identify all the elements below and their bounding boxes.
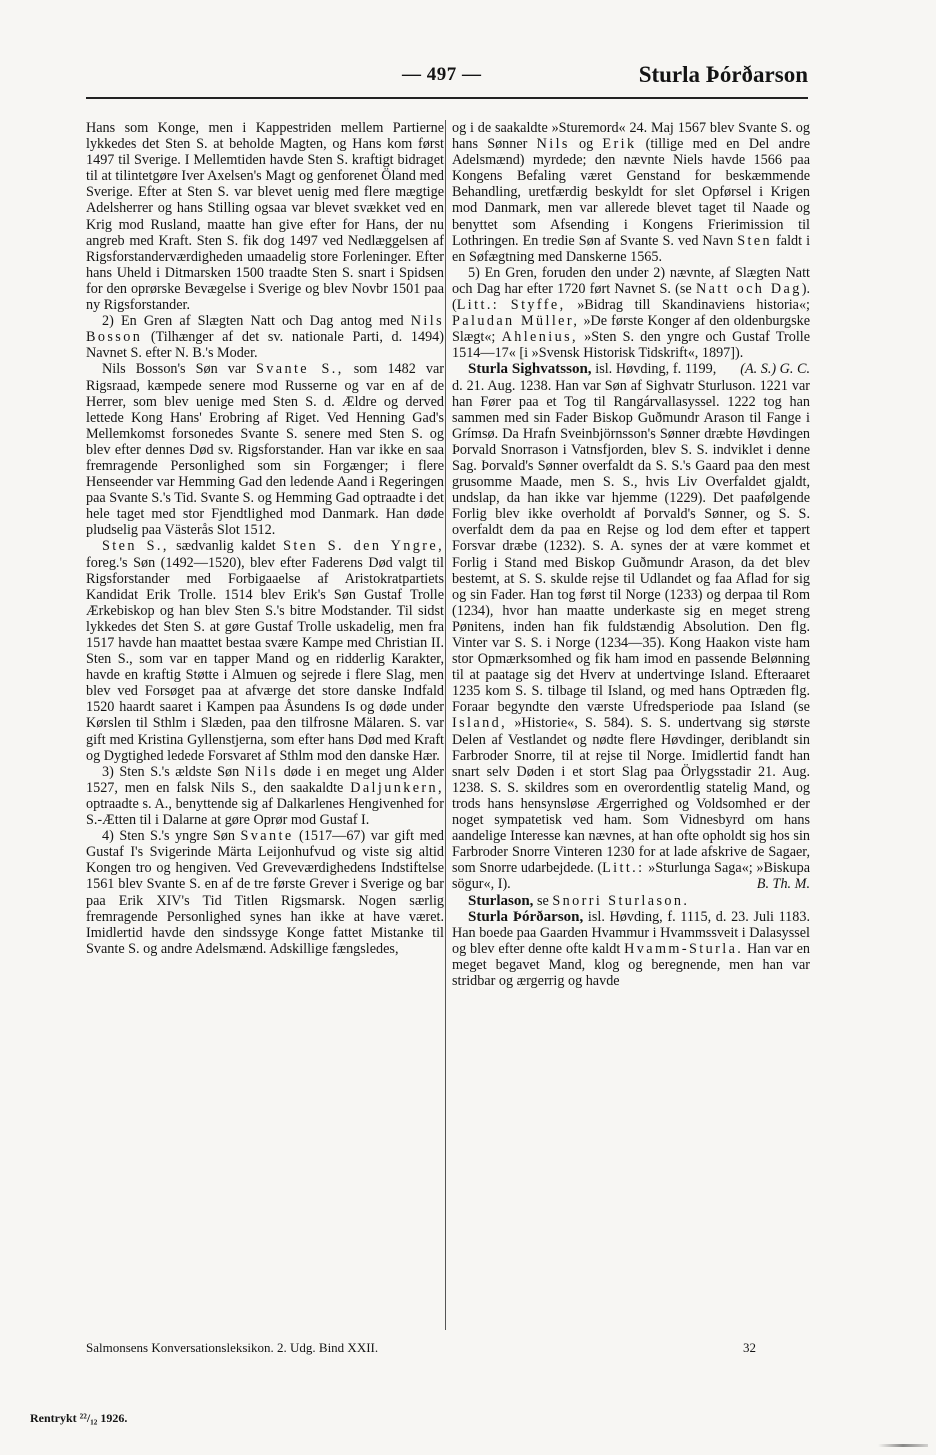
paragraph: 2) En Gren af Slægten Natt och Dag antog med Nils Bosson (Tilhænger af det sv. nationale Parti, d. 1494) Navnet S. efter N. B.'s Moder. [86,313,445,362]
entry-sturlason: Sturlason, se Snorri Sturlason. [468,892,690,909]
headword: Sturla Þórðarson, [468,908,584,925]
paragraph: Hans som Konge, men i Kappestriden mellem Partierne lykkedes det Sten S. at beholde Magten, og Hans kom først 1497 til Sverige. I Mellemtiden havde Sten S. kraftigt bidraget til at tilintetgøre Iver Axelsen's Magt og genforenet Öland med Sverige. Efter at Sten S. var blevet uenig med flere mægtige Adelsherrer og hans Stilling ogsaa var blevet svækket ved en Krig mod Rusland, maatte han give efter for Hans, der nu angreb med Kraft. Sten S. fik dog 1497 ved Nedlæggelsen af Rigsforstanderværdigheden umaadelig store Forleninger. Efter hans Uheld i Ditmarsken 1500 traadte Sten S. snart i Spidsen for den oprørske Bevægelse i Sverige og blev Novbr 1501 paa ny Rigsforstander. [86,120,444,314]
column-divider [445,120,446,1330]
entry-sturla-sighvatsson: Sturla Sighvatsson, isl. Høvding, f. 1199, d. 21. Aug. 1238. Han var Søn af Sighvatr Sturluson. 1221 var han Fører paa et Tog til Rangárvallasyssel. 1222 tog han sammen med sin Fader Biskop Guðmundr Arason til Fange i Grímsø. Da Hrafn Sveinbjörnsson's Sønner dræbte Høvdingen Þorvald Snorrason i Vatnsfjorden, blev S. S. indviklet i denne Sag. Þorvald's Sønner overfaldt da S. S.'s Gaard paa den mest grusomme Maade, men S. S., hvis Liv Overfaldet gjaldt, undslap, da han ikke var hjemme (1229). Det paafølgende Forlig blev ikke overholdt af Þorvald's Sønner, og S. S. overfaldt dem da paa en Rejse og lod dem efter et tappert Forsvar dræbe (1232). S. A. synes der at være kommet et Forlig i Stand med Biskop Guðmundr Arason, da det blev bestemt, at S. S. skulde rejse til Udlandet og faa Aflad for sig og sin Fader. Han tog først til Norge (1233) og derpaa til Rom (1234), hvor han maatte underkaste sig en meget streng Pønitens, inden han fik fuldstændig Absolution. Den flg. Vinter var S. S. i Norge (1234—35). Kong Haakon viste ham stor Opmærksomhed og fik ham imod en passende Belønning til at paatage sig det Hverv at undertvinge Island. Efteraaret 1235 kom S. S. tilbage til Island, og med hans Optræden flg. Foraar begyndte den værste Ufredsperiode paa Island (se Island, »Historie«, S. 584). S. S. undertvang sig største Delen af Vestlandet og nødte flere Høvdinger, deriblandt sin Farbroder Snorre, til at rejse til Norge. Imidlertid fandt han snart selv Døden i et stort Slag paa Örlygsstadir 21. Aug. 1238. S. S. skildres som en overordentlig statelig Mand, og trods hans hensynsløse Ærgerrighed og Voldsomhed er der noget sympatetisk ved ham. Som Vidnesbyrd om hans aandelige Interesse kan nævnes, at han ofte opholdt sig hos sin Farbroder Snorre Vinteren 1230 for at lade afskrive de Sagaer, som Snorre udarbejdede. (Litt.: »Sturlunga Saga«; »Biskupa sögur«, I). B. Th. M. [452,361,810,893]
paragraph: 5) En Gren, foruden den under 2) nævnte, af Slægten Natt och Dag har efter 1720 ført Navnet S. (se Natt och Dag). (Litt.: Styffe, »Bidrag till Skandinaviens historia«; Paludan Müller, »De første Konger af den oldenburgske Slægt«; Ahlenius, »Sten S. den yngre och Gustaf Trolle 1514—17« [i »Svensk Historisk Tidskrift«, 1897]). (A. S.) G. C. [452,264,811,378]
author-signature: (A. S.) G. C. [740,361,810,378]
paragraph: og i de saakaldte »Sturemord« 24. Maj 1567 blev Svante S. og hans Sønner Nils og Erik (tillige med en Del andre Adelsmænd) myrdede; den nævnte Niels havde 1566 paa Kongens Befaling været Genstand for beskæmmende Behandling, uretfærdig beskyldt for slet Opførsel i Krigen mod Danmark, men var allerede blevet taget til Naade og benyttet som Afsending i Kongens Frierimission til Lothringen. En tredie Søn af Svante S. ved Navn Sten faldt i en Søfægtning med Danskerne 1565. [452,120,811,265]
paragraph: 4) Sten S.'s yngre Søn Svante (1517—67) var gift med Gustaf I's Svigerinde Märta Leijonhufvud og viste sig altid Kongen tro og hengiven. Ved Greveværdighedens Indstiftelse 1561 blev Svante S. en af de tre første Grever i Sverige og bar paa Erik XIV's Tid Titlen Rigsmarsk. Nogen særlig fremragende Personlighed synes han ikke at have været. Imidlertid havde den sindssyge Konge fattet Mistanke til Svante S. og andre Adelsmænd. Adskillige fængsledes, [86,828,445,957]
header-rule [86,97,808,99]
headword: Sturlason, [468,892,534,909]
paragraph: 3) Sten S.'s ældste Søn Nils døde i en meget ung Alder 1527, men en falsk Nils S., den saakaldte Daljunkern, optraadte s. A., benyttende sig af Dalkarlenes Hengivenhed for S.-Ætten til i Dalarne at gøre Oprør mod Gustaf I. [86,763,444,829]
headword: Sturla Sighvatsson, [468,361,592,378]
author-signature: B. Th. M. [756,876,810,893]
publication-line: Salmonsens Konversationsleksikon. 2. Udg. Bind XXII. [86,1340,379,1355]
right-column [452,120,810,989]
page-number: — 497 — [402,64,482,85]
scan-mark [878,1444,928,1447]
reprint-note: Rentrykt ²²/₁₂ 1926. [30,1411,128,1425]
left-column [86,120,444,957]
entry-sturla-thordarson: Sturla Þórðarson, isl. Høvding, f. 1115, d. 23. Juli 1183. Han boede paa Gaarden Hvammur i Hvammssveit i Dalasyssel og blev efter denne ofte kaldt Hvamm-Sturla. Han var en meget begavet Mand, klog og beregnende, men han var stridbar og ærgerrig og havde [452,908,811,989]
paragraph: Nils Bosson's Søn var Svante S., som 1482 var Rigsraad, kæmpede senere mod Russerne og var en af de Herrer, som blev uenige med Sten S. d. Ældre og derved lettede Kong Hans' Erobring af Riget. Ved Henning Gad's Mellemkomst forsonedes Svante S. senere med Sten S. og blev efter dennes Død sv. Rigsforstander. Han var ikke en saa fremragende Personlighed som sin Forgænger; i flere Henseender var Hemming Gad den ledende Aand i Regeringen paa Svante S.'s Tid. Svante S. og Hemming Gad optraadte i det hele taget med stor Fjendtlighed mod Danmark. Han døde pludselig paa Västerås Slot 1512. [86,361,445,539]
paragraph: Sten S., sædvanlig kaldet Sten S. den Yngre, foreg.'s Søn (1492—1520), blev efter Faderens Død valgt til Rigsforstander med Forbigaaelse af Aristokratpartiets Kandidat Erik Trolle. 1514 blev Erik's Søn Gustaf Trolle Ærkebiskop og han blev Sten S.'s bitre Modstander. Til sidst lykkedes det Sten S. at gøre Gustaf Trolle uskadelig, men fra 1517 havde han maattet bestaa svære Kampe med Christian II. Sten S., som var en tapper Mand og en ridderlig Karakter, havde en kraftig Støtte i Almuen og sejrede i flere Slag, men blev ved Forsøget paa at afværge det store danske Indfald 1520 haardt saaret i Kampen paa Åsundens Is og døde under Kørslen til Sthlm i Slæden, paa den tilfrosne Mälaren. S. var gift med Kristina Gyllenstjerna, som efter hans Død med Kraft og Dygtighed ledede Forsvaret af Sthlm mod den danske Hær. [86,538,445,764]
page-header [86,62,808,92]
sheet-number: 32 [743,1340,756,1355]
running-head: Sturla Þórðarson [638,62,808,87]
